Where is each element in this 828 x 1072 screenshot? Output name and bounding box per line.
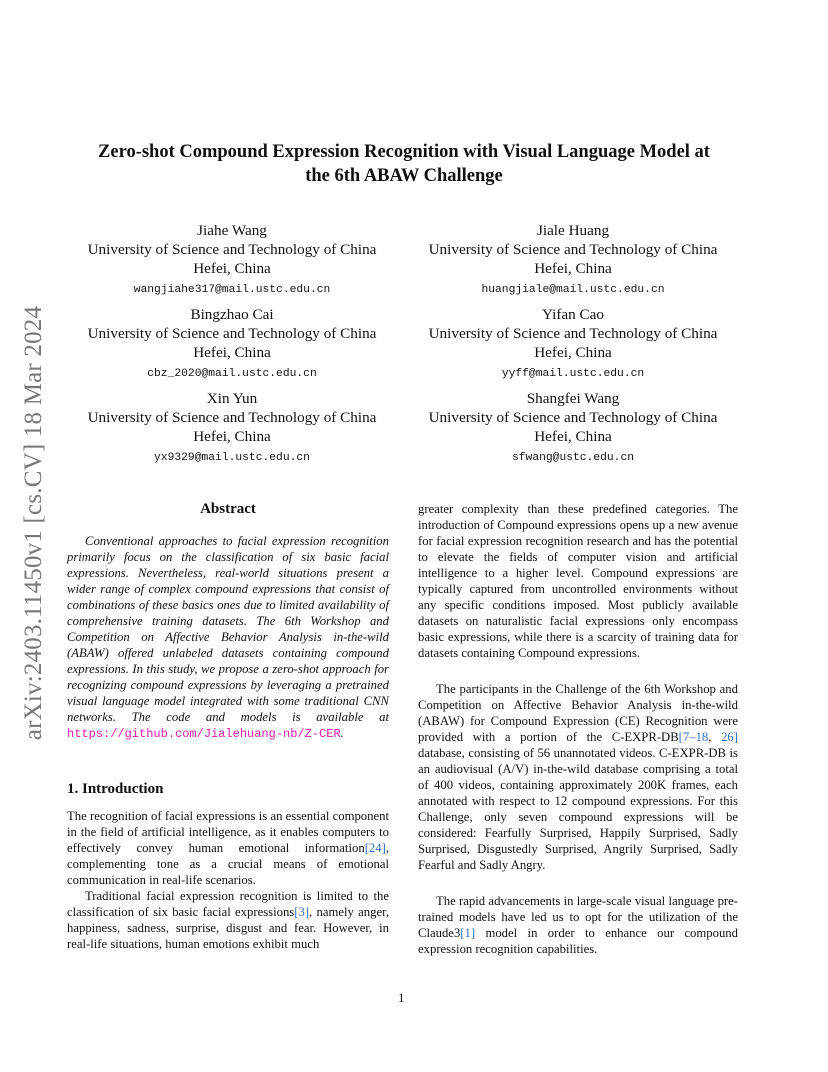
author-name: Shangfei Wang	[526, 390, 620, 407]
body-paragraph	[418, 893, 738, 957]
arxiv-sidebar	[14, 283, 54, 763]
body-text: The rapid advancements in large-scale visual language pre-trained models have led us to opt for the utilization of the Claude3	[418, 894, 738, 940]
author-location: Hefei, China	[534, 428, 612, 445]
author-block	[408, 305, 738, 381]
body-text: The participants in the Challenge of the 6th Workshop and Competition on Affective Behavior Analysis in-the-wild (ABAW) for Compound Expression (CE) Recognition were provided with a portion of the C-EXPR-DB	[418, 682, 738, 744]
body-text: ,	[708, 730, 722, 744]
body-text: model in order to enhance our compound expression recognition capabilities.	[418, 926, 738, 956]
intro-text: The recognition of facial expressions is an essential component in the field of artificial intelligence, as it enables computers to effectively convey human emotional information	[67, 809, 389, 855]
author-email: wangjiahe317@mail.ustc.edu.cn	[133, 284, 331, 296]
author-email: sfwang@ustc.edu.cn	[511, 452, 635, 464]
citation-link[interactable]: 26]	[721, 730, 738, 744]
author-name: Yifan Cao	[541, 306, 604, 323]
abstract-end: .	[340, 726, 344, 740]
author-location: Hefei, China	[193, 344, 271, 361]
abstract-body: Conventional approaches to facial expression recognition primarily focus on the classification of six basic facial expressions. Nevertheless, real-world situations present a wider range of complex compound expressions that consist of combinations of these basics ones due to limited availability of comprehensive training datasets. The 6th Workshop and Competition on Affective Behavior Analysis in-the-wild (ABAW) offered unlabeled datasets containing compound expressions. In this study, we propose a zero-shot approach for recognizing compound expressions by leveraging a pretrained visual language model integrated with some traditional CNN networks. The code and models is available at	[67, 534, 389, 724]
author-block	[408, 221, 738, 297]
author-name: Xin Yun	[206, 390, 258, 407]
author-name: Jiale Huang	[536, 222, 610, 239]
author-affiliation: University of Science and Technology of China	[87, 409, 377, 426]
right-column	[418, 501, 738, 957]
author-affiliation: University of Science and Technology of China	[87, 241, 377, 258]
author-location: Hefei, China	[534, 344, 612, 361]
author-affiliation: University of Science and Technology of China	[428, 241, 718, 258]
citation-link[interactable]: [24]	[364, 841, 386, 855]
author-block	[67, 221, 397, 297]
citation-link[interactable]: [3]	[294, 905, 310, 919]
author-affiliation: University of Science and Technology of China	[428, 325, 718, 342]
author-block	[67, 389, 397, 465]
left-column	[67, 500, 389, 952]
paper-title-line2: the 6th ABAW Challenge	[305, 166, 503, 186]
citation-link[interactable]: [1]	[460, 926, 476, 940]
author-name: Jiahe Wang	[197, 222, 267, 239]
page-number: 1	[398, 990, 405, 1005]
author-email: huangjiale@mail.ustc.edu.cn	[481, 284, 665, 296]
arxiv-identifier: arXiv:2403.11450v1 [cs.CV] 18 Mar 2024	[20, 305, 47, 741]
author-block	[67, 305, 397, 381]
intro-paragraph	[67, 808, 389, 888]
intro-text: , namely anger, happiness, sadness, surprise, disgust and fear. However, in real-life situations, human emotions exhibit much	[67, 905, 389, 951]
abstract-text	[67, 533, 389, 742]
author-affiliation: University of Science and Technology of China	[87, 325, 377, 342]
section-heading-introduction: 1. Introduction	[67, 781, 164, 797]
paper-title-line1: Zero-shot Compound Expression Recognition with Visual Language Model at	[98, 142, 710, 162]
paper-title	[70, 140, 738, 188]
author-email: yx9329@mail.ustc.edu.cn	[154, 452, 310, 464]
citation-link[interactable]: [7–18	[678, 730, 709, 744]
intro-text: Traditional facial expression recognition is limited to the classification of six basic facial expressions	[67, 889, 389, 919]
author-name: Bingzhao Cai	[190, 306, 274, 323]
intro-paragraph	[67, 888, 389, 952]
author-location: Hefei, China	[193, 260, 271, 277]
author-email: yyff@mail.ustc.edu.cn	[501, 368, 645, 380]
code-link[interactable]: https://github.com/Jialehuang-nb/Z-CER	[67, 727, 341, 741]
author-block	[408, 389, 738, 465]
author-email: cbz_2020@mail.ustc.edu.cn	[147, 368, 317, 380]
body-paragraph: greater complexity than these predefined categories. The introduction of Compound expressions opens up a new avenue for facial expression recognition research and has the potential to elevate the fields of computer vision and artificial intelligence to a higher level. Compound expressions are typically captured from uncontrolled environments without any specific conditions imposed. Most publicly available datasets on naturalistic facial expressions only encompass basic expressions, while there is a scarcity of training data for datasets containing Compound expressions.	[418, 502, 738, 660]
body-paragraph	[418, 681, 738, 873]
author-location: Hefei, China	[534, 260, 612, 277]
intro-text: , complementing tone as a crucial means of emotional communication in real-life scenarios.	[67, 841, 389, 887]
author-location: Hefei, China	[193, 428, 271, 445]
author-affiliation: University of Science and Technology of China	[428, 409, 718, 426]
abstract-heading: Abstract	[200, 501, 256, 517]
body-text: database, consisting of 56 unannotated videos. C-EXPR-DB is an audiovisual (A/V) in-the-wild database comprising a total of 400 videos, containing approximately 200K frames, each annotated with respect to 12 compound expressions. For this Challenge, only seven compound expressions will be considered: Fearfully Surprised, Happily Surprised, Sadly Surprised, Disgustedly Surprised, Angrily Surprised, Sadly Fearful and Sadly Angry.	[418, 746, 738, 872]
